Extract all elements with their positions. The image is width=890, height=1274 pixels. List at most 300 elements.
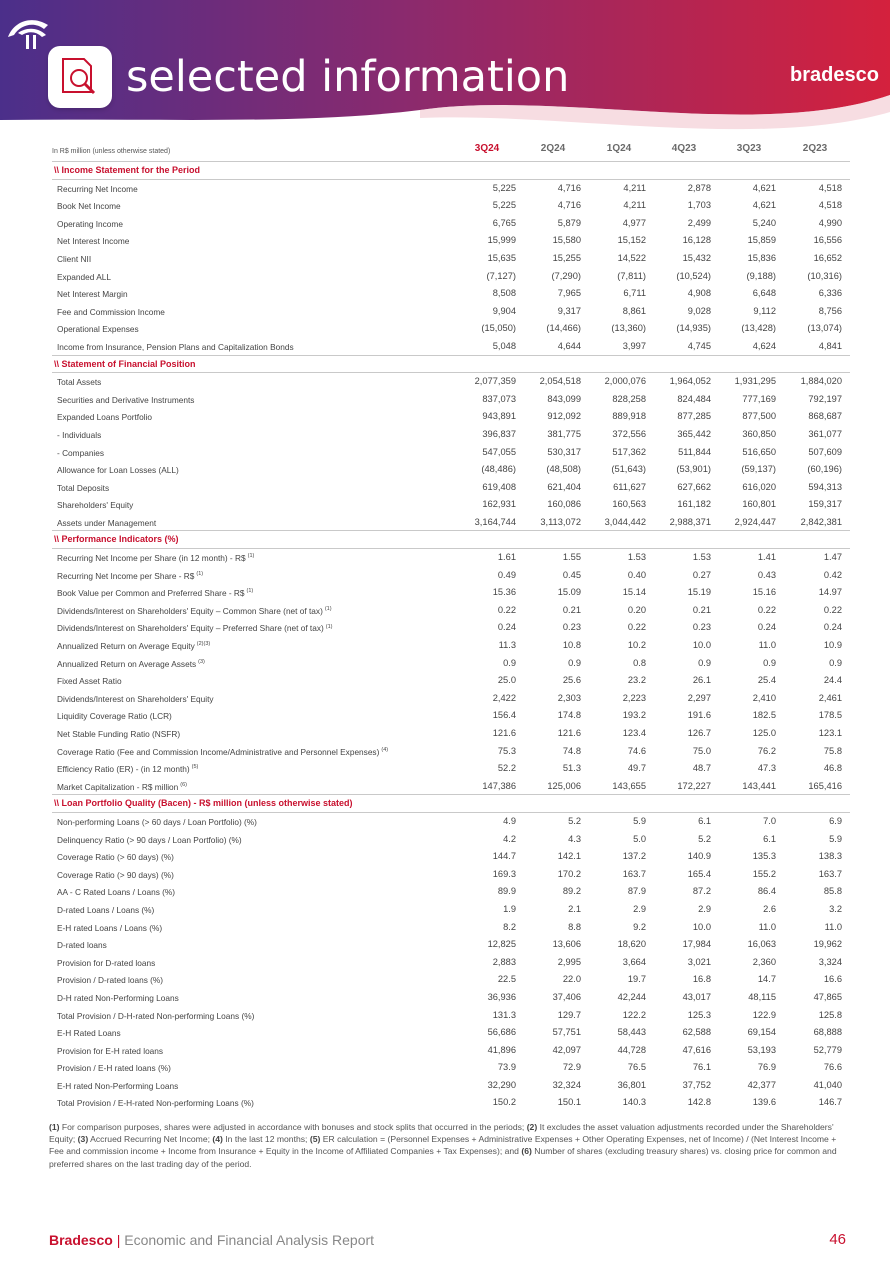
row-label-text: Recurring Net Income <box>57 183 138 194</box>
cell-value: 1.9 <box>503 903 516 914</box>
cell-value: (10,524) <box>676 270 711 281</box>
cell-value: 16,556 <box>813 235 842 246</box>
cell-value: 58,443 <box>617 1027 646 1038</box>
row-label-text: Coverage Ratio (> 90 days) (%) <box>57 869 174 880</box>
cell-value: (7,811) <box>617 270 646 281</box>
cell-value: 182.5 <box>752 710 776 721</box>
cell-value: 2,924,447 <box>734 516 776 527</box>
table-row <box>52 919 850 937</box>
brand-name: bradesco <box>790 64 879 86</box>
table-row <box>52 901 850 919</box>
cell-value: (14,935) <box>676 323 711 334</box>
cell-value: 9,028 <box>687 305 711 316</box>
cell-value: 9,112 <box>753 305 776 316</box>
cell-value: 517,362 <box>612 446 646 457</box>
row-label-text: Recurring Net Income per Share - R$ <box>57 570 195 581</box>
cell-value: 5.2 <box>568 815 581 826</box>
row-label <box>57 870 174 880</box>
cell-value: 0.40 <box>627 569 646 580</box>
cell-value: 11.0 <box>758 921 776 932</box>
row-label <box>57 993 179 1003</box>
row-label-text: Operational Expenses <box>57 324 139 335</box>
cell-value: 1,884,020 <box>800 376 842 387</box>
cell-value: 828,258 <box>612 393 646 404</box>
table-row <box>52 584 850 602</box>
cell-value: 43,017 <box>682 991 711 1002</box>
cell-value: 843,099 <box>547 393 581 404</box>
row-label <box>57 236 129 246</box>
row-label-text: Dividends/Interest on Shareholders' Equity – Common Share (net of tax) <box>57 605 323 616</box>
row-label <box>57 764 198 774</box>
cell-value: 2,303 <box>557 692 581 703</box>
cell-value: 12,825 <box>487 939 516 950</box>
table-body <box>52 162 850 1112</box>
cell-value: 0.9 <box>829 657 842 668</box>
cell-value: 6.1 <box>698 815 711 826</box>
cell-value: 5,225 <box>492 182 516 193</box>
row-label <box>57 307 165 317</box>
row-label <box>57 1063 171 1073</box>
footnote-text: ER calculation = (Personnel Expenses + Administrative Expenses + Other Operating Expenses, net of Income) / (Net Interest Income + Fee and commission income + Income from Insurance + Equity in the Income of Affiliated Companies + Tax Expenses); and <box>49 1134 837 1157</box>
footnote-number: (2) <box>526 1122 538 1132</box>
footnote-reference: (4) <box>381 746 389 753</box>
cell-value: 56,686 <box>487 1027 516 1038</box>
cell-value: 6,336 <box>818 288 842 299</box>
cell-value: 150.2 <box>492 1097 516 1108</box>
row-label-text: Net Stable Funding Ratio (NSFR) <box>57 729 181 739</box>
cell-value: 15,255 <box>552 252 581 263</box>
cell-value: 75.0 <box>692 745 711 756</box>
row-label-text: Client NII <box>57 253 92 264</box>
cell-value: 0.23 <box>692 622 711 633</box>
row-label-text: Provision / D-rated loans (%) <box>57 975 164 986</box>
cell-value: (9,188) <box>746 270 776 281</box>
table-row <box>52 232 850 250</box>
cell-value: 163.7 <box>818 868 842 879</box>
cell-value: 4,908 <box>687 288 711 299</box>
cell-value: 142.1 <box>557 851 581 862</box>
cell-value: 139.6 <box>752 1097 776 1108</box>
cell-value: 837,073 <box>482 393 516 404</box>
cell-value: 6,648 <box>752 288 776 299</box>
table-row <box>52 567 850 585</box>
table-row <box>52 338 850 356</box>
cell-value: 15,635 <box>487 252 516 263</box>
row-label <box>57 623 333 633</box>
cell-value: 32,324 <box>552 1079 581 1090</box>
page-title: selected information <box>126 52 570 102</box>
row-label-text: Securities and Derivative Instruments <box>57 394 195 405</box>
row-label-text: Annualized Return on Average Equity <box>57 641 195 652</box>
cell-value: (53,901) <box>676 464 711 475</box>
cell-value: 2,077,359 <box>474 376 516 387</box>
row-label-text: Total Assets <box>57 377 102 388</box>
cell-value: 6.1 <box>763 833 776 844</box>
cell-value: 18,620 <box>617 939 646 950</box>
cell-value: (13,074) <box>807 323 842 334</box>
cell-value: 6,711 <box>623 288 646 299</box>
cell-value: 0.24 <box>757 622 776 633</box>
row-label-text: Book Value per Common and Preferred Share - R$ <box>57 588 245 599</box>
table-row <box>52 496 850 514</box>
table-row <box>52 1042 850 1060</box>
cell-value: 165.4 <box>687 868 711 879</box>
row-label <box>57 465 179 475</box>
cell-value: 4,211 <box>623 182 646 193</box>
row-label <box>57 641 210 651</box>
cell-value: 2,878 <box>687 182 711 193</box>
cell-value: 37,752 <box>682 1079 711 1090</box>
cell-value: 0.24 <box>497 622 516 633</box>
cell-value: 16,063 <box>747 939 776 950</box>
cell-value: 144.7 <box>492 851 516 862</box>
section-header <box>52 356 850 374</box>
cell-value: 594,313 <box>808 481 842 492</box>
cell-value: 2,995 <box>557 956 581 967</box>
table-row <box>52 426 850 444</box>
cell-value: 48.7 <box>692 763 711 774</box>
row-label-text: Recurring Net Income per Share (in 12 month) - R$ <box>57 553 246 564</box>
table-row <box>52 813 850 831</box>
cell-value: 156.4 <box>492 710 516 721</box>
cell-value: 47,865 <box>813 991 842 1002</box>
table-row <box>52 197 850 215</box>
row-label <box>57 975 163 985</box>
cell-value: 178.5 <box>818 710 842 721</box>
cell-value: 13,606 <box>552 939 581 950</box>
section-header <box>52 531 850 549</box>
row-label-text: D-H rated Non-Performing Loans <box>57 992 179 1003</box>
cell-value: 76.6 <box>823 1062 842 1073</box>
cell-value: 25.4 <box>757 675 776 686</box>
cell-value: 147,386 <box>482 780 516 791</box>
row-label <box>57 324 139 334</box>
row-label-text: Income from Insurance, Pension Plans and Capitalization Bonds <box>57 341 294 352</box>
cell-value: 16.6 <box>823 974 842 985</box>
cell-value: 1,703 <box>687 200 711 211</box>
row-label <box>57 448 104 458</box>
cell-value: 125.3 <box>687 1009 711 1020</box>
row-label-text: Market Capitalization - R$ million <box>57 781 179 792</box>
cell-value: 5,240 <box>752 217 776 228</box>
cell-value: 131.3 <box>492 1009 516 1020</box>
cell-value: 2,883 <box>492 956 516 967</box>
cell-value: 160,563 <box>612 499 646 510</box>
cell-value: 0.9 <box>503 657 516 668</box>
row-label <box>57 782 187 792</box>
cell-value: 19,962 <box>813 939 842 950</box>
cell-value: 0.22 <box>497 604 516 615</box>
row-label <box>57 817 257 827</box>
cell-value: 2.9 <box>698 903 711 914</box>
row-label <box>57 500 133 510</box>
cell-value: 23.2 <box>627 675 646 686</box>
cell-value: 1.41 <box>757 552 776 563</box>
cell-value: 160,801 <box>742 499 776 510</box>
cell-value: 76.1 <box>692 1062 711 1073</box>
table-row <box>52 971 850 989</box>
cell-value: 877,500 <box>742 411 776 422</box>
cell-value: 122.2 <box>622 1009 646 1020</box>
cell-value: 85.8 <box>823 886 842 897</box>
cell-value: 777,169 <box>742 393 776 404</box>
row-label-text: Allowance for Loan Losses (ALL) <box>57 465 179 476</box>
table-row <box>52 883 850 901</box>
cell-value: 68,888 <box>813 1027 842 1038</box>
row-label-text: Liquidity Coverage Ratio (LCR) <box>57 711 172 722</box>
cell-value: 125,006 <box>547 780 581 791</box>
cell-value: 943,891 <box>482 411 516 422</box>
cell-value: 2.1 <box>568 903 581 914</box>
cell-value: 824,484 <box>677 393 711 404</box>
cell-value: 5.9 <box>633 815 646 826</box>
page-number: 46 <box>829 1231 846 1248</box>
cell-value: 4,990 <box>818 217 842 228</box>
footnote-number: (4) <box>212 1134 223 1145</box>
cell-value: (13,428) <box>741 323 776 334</box>
cell-value: 51.3 <box>562 763 581 774</box>
cell-value: 5.0 <box>633 833 646 844</box>
row-label <box>57 289 128 299</box>
footnote-text: In the last 12 months; <box>222 1134 310 1145</box>
cell-value: 792,197 <box>808 393 842 404</box>
cell-value: 0.27 <box>692 569 711 580</box>
row-label <box>57 201 121 211</box>
cell-value: 372,556 <box>612 428 646 439</box>
row-label <box>57 711 172 721</box>
cell-value: (10,316) <box>807 270 842 281</box>
cell-value: 360,850 <box>742 428 776 439</box>
cell-value: 24.4 <box>823 675 842 686</box>
row-label-text: Provision / E-H rated loans (%) <box>57 1063 171 1074</box>
cell-value: 36,801 <box>617 1079 646 1090</box>
cell-value: 76.5 <box>627 1062 646 1073</box>
cell-value: 2,360 <box>752 956 776 967</box>
row-label <box>57 729 180 739</box>
table-row <box>52 760 850 778</box>
table-row <box>52 831 850 849</box>
cell-value: (15,050) <box>481 323 516 334</box>
cell-value: 611,627 <box>613 481 646 492</box>
row-label-text: Delinquency Ratio (> 90 days / Loan Portfolio) (%) <box>57 834 242 845</box>
cell-value: 5.9 <box>829 833 842 844</box>
cell-value: (59,137) <box>741 464 776 475</box>
cell-value: 1.55 <box>562 552 581 563</box>
row-label-text: Total Deposits <box>57 482 110 493</box>
row-label <box>57 905 154 915</box>
section-title: \\ Loan Portfolio Quality (Bacen) - R$ million (unless otherwise stated) <box>54 798 353 809</box>
row-label <box>57 835 242 845</box>
cell-value: 4.9 <box>503 815 516 826</box>
cell-value: 172,227 <box>677 780 711 791</box>
footnote-number: (1) <box>49 1122 60 1132</box>
row-label <box>57 272 111 282</box>
table-row <box>52 180 850 198</box>
row-label-text: Fee and Commission Income <box>57 306 165 317</box>
row-label-text: Assets under Management <box>57 517 157 528</box>
cell-value: 16,128 <box>682 235 711 246</box>
cell-value: 161,182 <box>677 499 711 510</box>
cell-value: 69,154 <box>747 1027 776 1038</box>
cell-value: 516,650 <box>742 446 776 457</box>
cell-value: 4,621 <box>752 182 776 193</box>
row-label <box>57 571 203 581</box>
row-label <box>57 694 214 704</box>
cell-value: 396,837 <box>482 428 516 439</box>
row-label-text: Total Provision / D-H-rated Non-performing Loans (%) <box>57 1010 255 1021</box>
cell-value: 15.36 <box>492 587 516 598</box>
cell-value: 140.3 <box>622 1097 646 1108</box>
footnote-number: (3) <box>77 1134 89 1145</box>
cell-value: 1.47 <box>823 552 842 563</box>
table-row <box>52 549 850 567</box>
cell-value: 5.2 <box>698 833 711 844</box>
cell-value: 5,048 <box>492 340 516 351</box>
cell-value: 143,655 <box>612 780 646 791</box>
cell-value: 74.8 <box>562 745 581 756</box>
cell-value: 9,317 <box>557 305 581 316</box>
cell-value: 159,317 <box>808 499 842 510</box>
cell-value: 36,936 <box>487 991 516 1002</box>
row-label <box>57 553 254 563</box>
cell-value: 74.6 <box>627 745 646 756</box>
cell-value: 912,092 <box>547 411 581 422</box>
cell-value: 22.0 <box>562 974 581 985</box>
cell-value: 6,765 <box>492 217 516 228</box>
cell-value: 1.61 <box>497 552 516 563</box>
cell-value: 1,931,295 <box>734 376 776 387</box>
footnote-reference: (6) <box>180 782 188 789</box>
cell-value: 174.8 <box>557 710 581 721</box>
row-label-text: AA - C Rated Loans / Loans (%) <box>57 887 176 898</box>
cell-value: 0.9 <box>568 657 581 668</box>
cell-value: 2,842,381 <box>800 516 842 527</box>
cell-value: 1,964,052 <box>669 376 711 387</box>
cell-value: 72.9 <box>562 1062 581 1073</box>
cell-value: 0.9 <box>763 657 776 668</box>
cell-value: 11.0 <box>758 640 776 651</box>
cell-value: 170.2 <box>557 868 581 879</box>
cell-value: 0.24 <box>823 622 842 633</box>
footnotes <box>49 1121 849 1170</box>
row-label-text: E-H Rated Loans <box>57 1028 121 1039</box>
cell-value: 162,931 <box>482 499 516 510</box>
table-header-row <box>52 140 850 162</box>
footnote-text: Accrued Recurring Net Income; <box>88 1134 213 1145</box>
footnote-reference: (1) <box>325 623 333 630</box>
cell-value: 123.4 <box>622 728 646 738</box>
column-header: 2Q24 <box>540 143 566 154</box>
cell-value: 121.6 <box>492 728 516 738</box>
cell-value: 4,644 <box>557 340 581 351</box>
cell-value: (7,290) <box>551 270 581 281</box>
cell-value: 627,662 <box>677 481 711 492</box>
cell-value: 2,988,371 <box>669 516 711 527</box>
footer-separator: | <box>112 1232 125 1248</box>
cell-value: 15,432 <box>682 252 711 263</box>
cell-value: 619,408 <box>482 481 516 492</box>
section-title: \\ Performance Indicators (%) <box>54 534 179 545</box>
row-label-text: Coverage Ratio (> 60 days) (%) <box>57 852 174 863</box>
table-row <box>52 602 850 620</box>
cell-value: 3,164,744 <box>474 516 516 527</box>
cell-value: (60,196) <box>807 464 842 475</box>
cell-value: 4.2 <box>503 833 516 844</box>
table-row <box>52 637 850 655</box>
cell-value: 2,223 <box>622 692 646 703</box>
cell-value: 4,841 <box>818 340 842 351</box>
cell-value: 0.21 <box>692 604 711 615</box>
cell-value: 2,422 <box>492 692 516 703</box>
cell-value: 0.42 <box>823 569 842 580</box>
footnote-reference: (3) <box>198 658 205 665</box>
cell-value: 160,086 <box>547 499 581 510</box>
cell-value: 137.2 <box>622 851 646 862</box>
cell-value: 889,918 <box>612 411 646 422</box>
cell-value: 2,410 <box>752 692 776 703</box>
cell-value: 868,687 <box>808 411 842 422</box>
table-row <box>52 1059 850 1077</box>
row-label-text: Provision for D-rated loans <box>57 957 156 968</box>
cell-value: 193.2 <box>622 710 646 721</box>
footnote-text: It excludes the asset valuation adjustments recorded under the Shareholders' Equity; <box>49 1122 834 1145</box>
table-row <box>52 866 850 884</box>
cell-value: 507,609 <box>808 446 842 457</box>
cell-value: (14,466) <box>546 323 581 334</box>
row-label <box>57 254 91 264</box>
row-label-text: Expanded Loans Portfolio <box>57 412 153 423</box>
table-row <box>52 514 850 532</box>
table-row <box>52 707 850 725</box>
cell-value: 0.49 <box>497 569 516 580</box>
footnote-number: (5) <box>309 1134 321 1145</box>
cell-value: 3,664 <box>622 956 646 967</box>
footnote-text: Number of shares (excluding treasury shares) vs. closing price for common and preferred shares on the last trading day of the period. <box>49 1146 837 1169</box>
section-title: \\ Income Statement for the Period <box>54 165 201 175</box>
cell-value: (48,486) <box>481 464 516 475</box>
table-row <box>52 778 850 796</box>
table-row <box>52 461 850 479</box>
cell-value: 163.7 <box>622 868 646 879</box>
table-row <box>52 391 850 409</box>
table-row <box>52 989 850 1007</box>
row-label <box>57 887 175 897</box>
cell-value: 0.23 <box>562 622 581 633</box>
cell-value: 26.1 <box>692 675 711 686</box>
row-label <box>57 1081 178 1091</box>
cell-value: 14,522 <box>617 252 646 263</box>
cell-value: 4.3 <box>568 833 581 844</box>
row-label-text: Shareholders' Equity <box>57 500 134 511</box>
row-label-text: Book Net Income <box>57 201 121 212</box>
cell-value: 14.97 <box>818 587 842 598</box>
row-label-text: Annualized Return on Average Assets <box>57 658 197 669</box>
cell-value: 9.2 <box>633 921 646 932</box>
cell-value: 47,616 <box>682 1044 711 1055</box>
cell-value: 140.9 <box>687 851 711 862</box>
table-row <box>52 672 850 690</box>
cell-value: 547,055 <box>482 446 516 457</box>
cell-value: 2,054,518 <box>539 376 581 387</box>
cell-value: 530,317 <box>547 446 581 457</box>
cell-value: 2,461 <box>818 692 842 703</box>
cell-value: 129.7 <box>557 1009 581 1020</box>
row-label-text: Efficiency Ratio (ER) - (in 12 month) <box>57 764 190 775</box>
table-row <box>52 1094 850 1112</box>
cell-value: 22.5 <box>497 974 516 985</box>
row-label <box>57 1011 254 1021</box>
cell-value: 89.9 <box>497 886 516 897</box>
